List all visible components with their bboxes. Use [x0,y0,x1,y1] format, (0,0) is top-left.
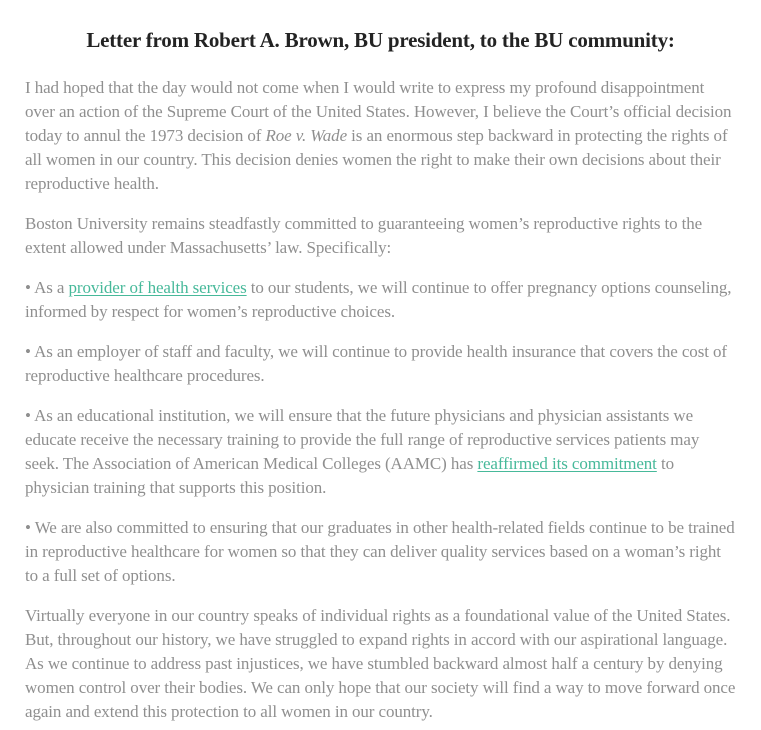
bullet-item-provider [25,276,736,324]
bullet-item-educational [25,404,736,500]
bullet-3-text-before-link: • As an educational institution, we will ensure that the future physicians and physician assistants we educate receive the necessary training to provide the full range of reproductive services patients may seek. The Association of American Medical Colleges (AAMC) has [25,406,700,473]
bullet-item-graduates: • We are also committed to ensuring that our graduates in other health-related fields continue to be trained in reproductive healthcare for women so that they can deliver quality services based on a woman’s right to a full set of options. [25,518,735,585]
link-provider-of-health-services[interactable]: provider of health services [68,278,247,297]
intro-text-after-case: is an enormous step backward in protecting the rights of all women in our country. This decision denies women the right to make their own decisions about their reproductive health. [25,126,728,193]
bullet-1-text-before-link: • As a [25,278,69,297]
paragraph-closing: Virtually everyone in our country speaks of individual rights as a foundational value of the United States. But, throughout our history, we have struggled to expand rights in accord with our aspirational language. As we continue to address past injustices, we have stumbled backward almost half a century by denying women control over their bodies. We can only hope that our society will find a way to move forward once again and extend this protection to all women in our country. [25,606,736,721]
intro-text-before-case: I had hoped that the day would not come when I would write to express my profound disappointment over an action of the Supreme Court of the United States. However, I believe the Court’s official decision today to annul the 1973 decision of [25,78,732,145]
letter-title: Letter from Robert A. Brown, BU president, to the BU community: [86,28,675,52]
bullet-3-text-after-link: to physician training that supports this position. [25,454,674,497]
paragraph-commitment: Boston University remains steadfastly committed to guaranteeing women’s reproductive rights to the extent allowed under Massachusetts’ law. Specifically: [25,214,703,257]
bullet-item-employer: • As an employer of staff and faculty, we will continue to provide health insurance that covers the cost of reproductive healthcare procedures. [25,342,727,385]
paragraph-intro [25,76,736,196]
bullet-1-text-after-link: to our students, we will continue to offer pregnancy options counseling, informed by respect for women’s reproductive choices. [25,278,732,321]
case-name-italic: Roe v. Wade [265,126,348,145]
link-reaffirmed-its-commitment[interactable]: reaffirmed its commitment [477,454,657,473]
